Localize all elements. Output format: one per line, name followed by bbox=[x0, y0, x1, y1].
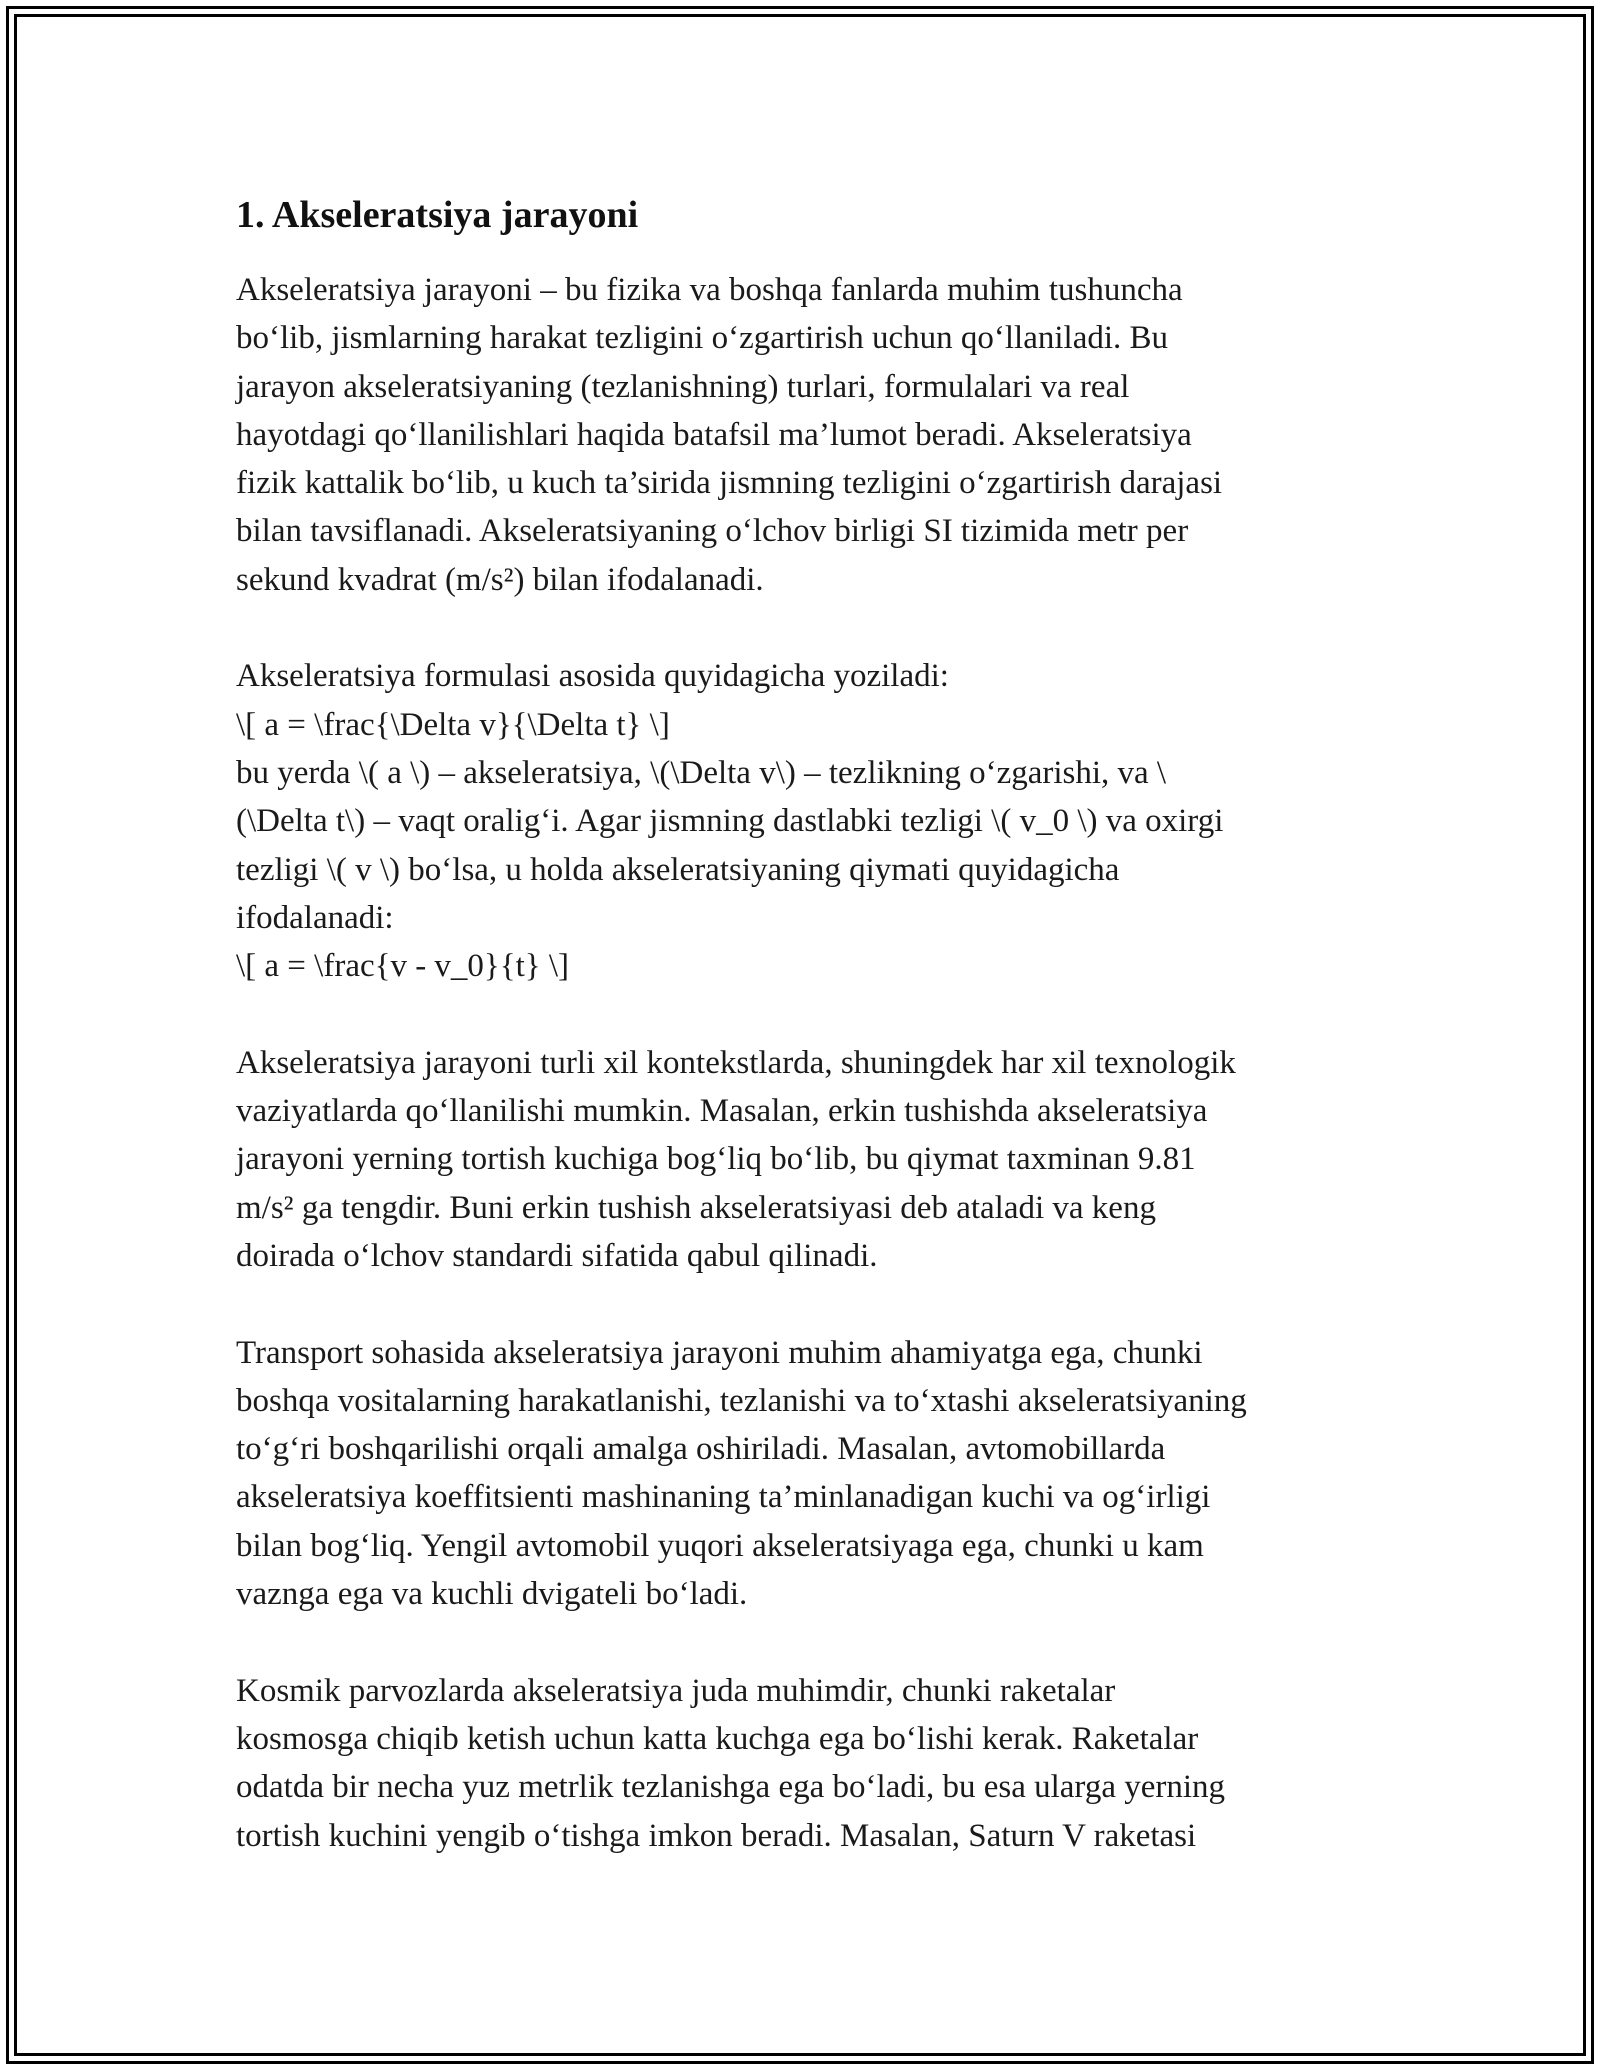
text-line: to‘g‘ri boshqarilishi orqali amalga oshiriladi. Masalan, avtomobillarda bbox=[236, 1431, 1166, 1468]
paragraph bbox=[236, 652, 1386, 990]
document-body bbox=[236, 186, 1386, 1860]
text-line: \[ a = \frac{\Delta v}{\Delta t} \] bbox=[236, 706, 670, 743]
text-line: bu yerda \( a \) – akseleratsiya, \(\Delta v\) – tezlikning o‘zgarishi, va \ bbox=[236, 754, 1167, 791]
paragraph bbox=[236, 266, 1386, 604]
paragraph bbox=[236, 1667, 1386, 1860]
text-line: boshqa vositalarning harakatlanishi, tezlanishi va to‘xtashi akseleratsiyaning bbox=[236, 1382, 1247, 1419]
paragraph bbox=[236, 1039, 1386, 1280]
text-line: vaziyatlarda qo‘llanilishi mumkin. Masalan, erkin tushishda akseleratsiya bbox=[236, 1093, 1208, 1130]
text-line: akseleratsiya koeffitsienti mashinaning ta’minlanadigan kuchi va og‘irligi bbox=[236, 1479, 1211, 1516]
paragraph-container bbox=[236, 266, 1386, 1860]
text-line: Transport sohasida akseleratsiya jarayoni muhim ahamiyatga ega, chunki bbox=[236, 1334, 1203, 1371]
text-line: kosmosga chiqib ketish uchun katta kuchga ega bo‘lishi kerak. Raketalar bbox=[236, 1720, 1199, 1757]
paragraph-gap bbox=[236, 1618, 1386, 1666]
paragraph bbox=[236, 1329, 1386, 1619]
text-line: Akseleratsiya jarayoni – bu fizika va boshqa fanlarda muhim tushuncha bbox=[236, 272, 1183, 308]
text-line: tortish kuchini yengib o‘tishga imkon beradi. Masalan, Saturn V raketasi bbox=[236, 1817, 1197, 1854]
text-line: fizik kattalik bo‘lib, u kuch ta’sirida jismning tezligini o‘zgartirish darajasi bbox=[236, 465, 1223, 502]
section-heading: 1. Akseleratsiya jarayoni bbox=[236, 194, 639, 236]
paragraph-gap bbox=[236, 990, 1386, 1038]
text-line: sekund kvadrat (m/s²) bilan ifodalanadi. bbox=[236, 561, 764, 598]
text-line: (\Delta t\) – vaqt oralig‘i. Agar jismning dastlabki tezligi \( v_0 \) va oxirgi bbox=[236, 803, 1224, 840]
text-line: \[ a = \frac{v - v_0}{t} \] bbox=[236, 948, 570, 985]
text-line: bo‘lib, jismlarning harakat tezligini o‘zgartirish uchun qo‘llaniladi. Bu bbox=[236, 320, 1169, 357]
paragraph-gap bbox=[236, 604, 1386, 652]
text-line: jarayoni yerning tortish kuchiga bog‘liq bo‘lib, bu qiymat taxminan 9.81 bbox=[236, 1141, 1196, 1178]
text-line: Kosmik parvozlarda akseleratsiya juda muhimdir, chunki raketalar bbox=[236, 1672, 1116, 1709]
text-line: jarayon akseleratsiyaning (tezlanishning) turlari, formulalari va real bbox=[236, 368, 1130, 405]
text-line: bilan bog‘liq. Yengil avtomobil yuqori akseleratsiyaga ega, chunki u kam bbox=[236, 1527, 1204, 1564]
text-line: ifodalanadi: bbox=[236, 899, 394, 936]
text-line: vaznga ega va kuchli dvigateli bo‘ladi. bbox=[236, 1576, 748, 1613]
text-line: Akseleratsiya formulasi asosida quyidagicha yoziladi: bbox=[236, 658, 949, 695]
text-line: m/s² ga tengdir. Buni erkin tushish akseleratsiyasi deb ataladi va keng bbox=[236, 1189, 1156, 1226]
text-line: odatda bir necha yuz metrlik tezlanishga ega bo‘ladi, bu esa ularga yerning bbox=[236, 1769, 1226, 1806]
text-line: bilan tavsiflanadi. Akseleratsiyaning o‘lchov birligi SI tizimida metr per bbox=[236, 513, 1189, 550]
paragraph-gap bbox=[236, 1280, 1386, 1328]
text-line: doirada o‘lchov standardi sifatida qabul qilinadi. bbox=[236, 1237, 878, 1274]
text-line: Akseleratsiya jarayoni turli xil kontekstlarda, shuningdek har xil texnologik bbox=[236, 1044, 1236, 1081]
text-line: hayotdagi qo‘llanilishlari haqida batafsil ma’lumot beradi. Akseleratsiya bbox=[236, 416, 1192, 453]
text-line: tezligi \( v \) bo‘lsa, u holda akseleratsiyaning qiymati quyidagicha bbox=[236, 851, 1120, 888]
